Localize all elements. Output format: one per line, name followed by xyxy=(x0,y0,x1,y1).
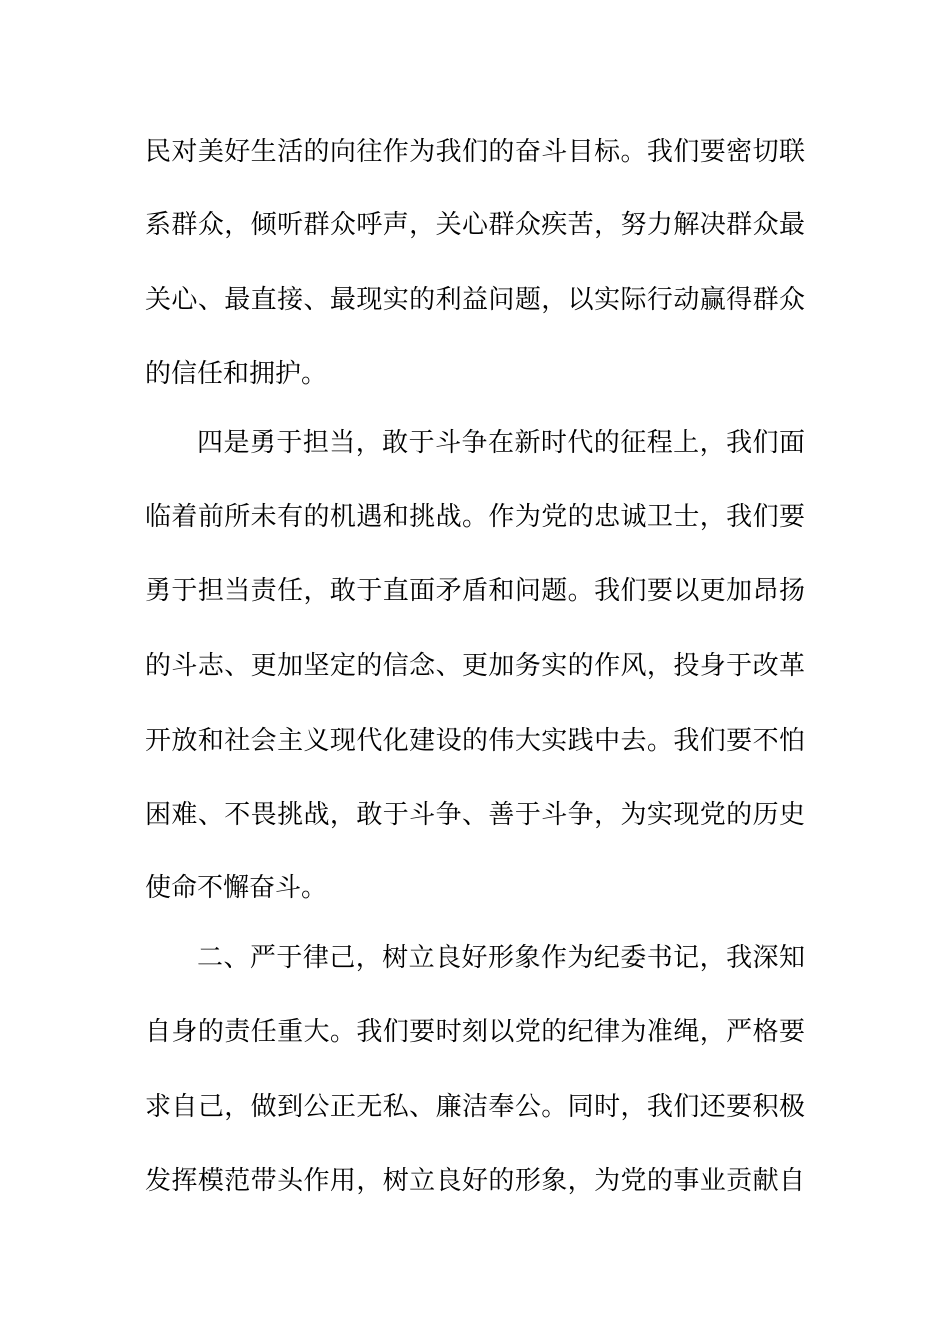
text-line-6: 临着前所未有的机遇和挑战。作为党的忠诚卫士，我们要 xyxy=(145,502,805,532)
text-line-10: 困难、不畏挑战，敢于斗争、善于斗争，为实现党的历史 xyxy=(145,800,805,830)
text-line-5: 四是勇于担当，敢于斗争在新时代的征程上，我们面 xyxy=(197,428,805,458)
text-line-7: 勇于担当责任，敢于直面矛盾和问题。我们要以更加昂扬 xyxy=(145,576,805,606)
text-line-15: 发挥模范带头作用，树立良好的形象，为党的事业贡献自 xyxy=(145,1166,805,1196)
text-line-12: 二、严于律己，树立良好形象作为纪委书记，我深知 xyxy=(197,943,805,973)
text-line-2: 系群众，倾听群众呼声，关心群众疾苦，努力解决群众最 xyxy=(145,210,805,240)
text-line-4: 的信任和拥护。 xyxy=(145,359,328,389)
text-line-1: 民对美好生活的向往作为我们的奋斗目标。我们要密切联 xyxy=(145,137,805,167)
text-line-11: 使命不懈奋斗。 xyxy=(145,873,328,903)
text-line-14: 求自己，做到公正无私、廉洁奉公。同时，我们还要积极 xyxy=(145,1092,805,1122)
text-line-9: 开放和社会主义现代化建设的伟大实践中去。我们要不怕 xyxy=(145,726,805,756)
text-line-8: 的斗志、更加坚定的信念、更加务实的作风，投身于改革 xyxy=(145,651,805,681)
text-line-13: 自身的责任重大。我们要时刻以党的纪律为准绳，严格要 xyxy=(145,1017,805,1047)
text-line-3: 关心、最直接、最现实的利益问题，以实际行动赢得群众 xyxy=(145,285,805,315)
